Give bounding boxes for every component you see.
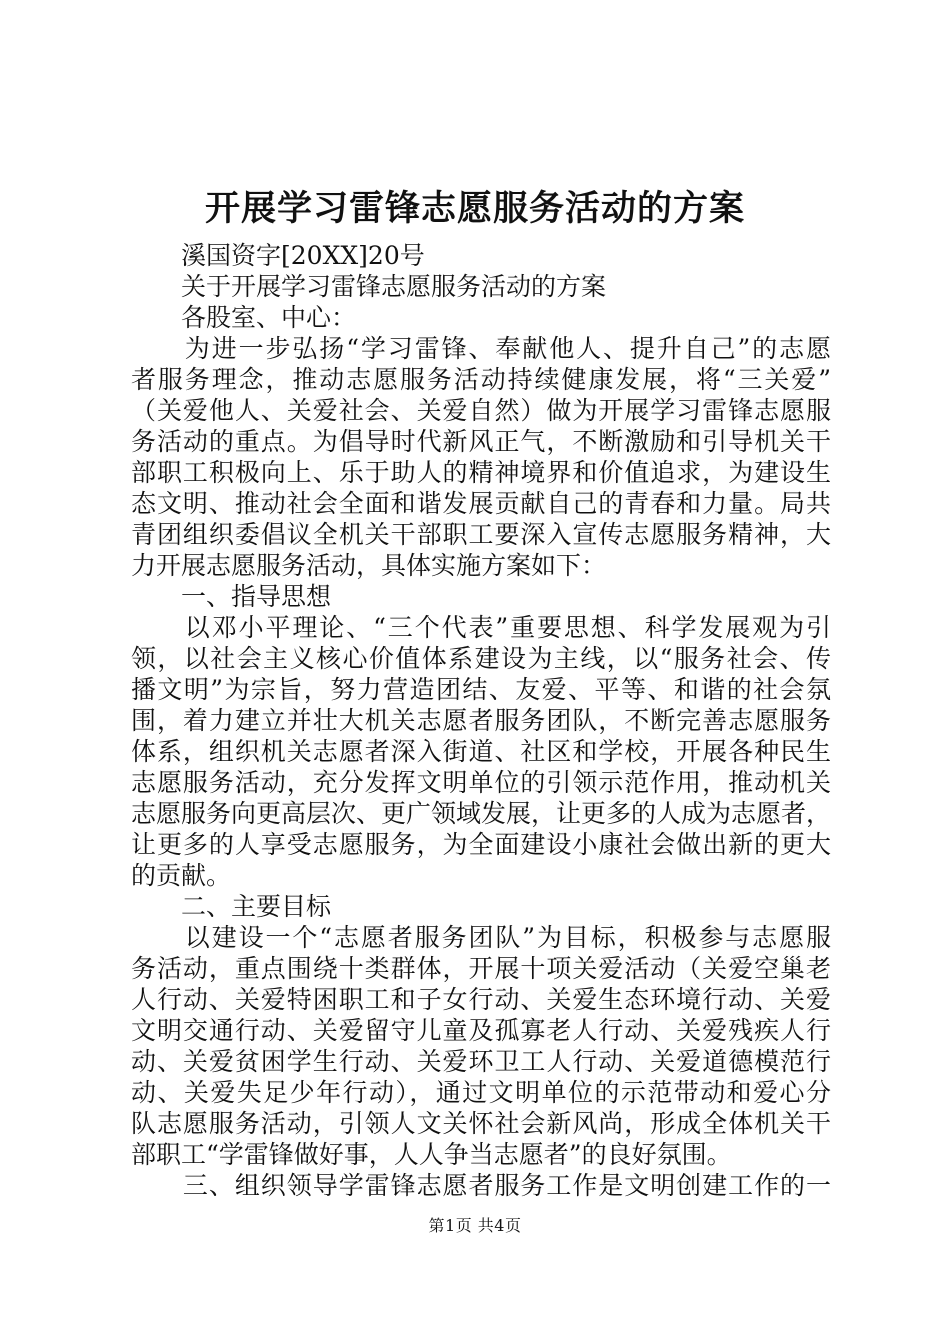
body-line: 三、组织领导学雷锋志愿者服务工作是文明创建工作的一 <box>131 1171 831 1200</box>
body-line: 动、关爱失足少年行动），通过文明单位的示范带动和爱心分 <box>131 1078 831 1107</box>
body-line: 人行动、关爱特困职工和子女行动、关爱生态环境行动、关爱 <box>131 985 831 1014</box>
page-footer: 第1页 共4页 <box>428 1216 522 1235</box>
body-line: 文明交通行动、关爱留守儿童及孤寡老人行动、关爱残疾人行 <box>131 1016 831 1045</box>
body-line: 者服务理念，推动志愿服务活动持续健康发展，将“三关爱” <box>131 365 831 394</box>
body-line: 部职工“学雷锋做好事，人人争当志愿者”的良好氛围。 <box>131 1140 732 1169</box>
body-line: 一、指导思想 <box>131 582 332 611</box>
body-line: 播文明”为宗旨，努力营造团结、友爱、平等、和谐的社会氛 <box>131 675 831 704</box>
body-line: 力开展志愿服务活动，具体实施方案如下： <box>131 551 607 580</box>
body-line: 为进一步弘扬“学习雷锋、奉献他人、提升自己”的志愿 <box>131 334 831 363</box>
body-line: 务活动，重点围绕十类群体，开展十项关爱活动（关爱空巢老 <box>131 954 831 983</box>
body-line: 的贡献。 <box>131 861 232 890</box>
body-line: 务活动的重点。为倡导时代新风正气，不断激励和引导机关干 <box>131 427 831 456</box>
document-body <box>131 240 831 1201</box>
body-line: 志愿服务向更高层次、更广领域发展，让更多的人成为志愿者， <box>131 799 831 828</box>
body-line: （关爱他人、关爱社会、关爱自然）做为开展学习雷锋志愿服 <box>131 396 831 425</box>
body-line: 关于开展学习雷锋志愿服务活动的方案 <box>131 272 607 301</box>
body-line: 让更多的人享受志愿服务，为全面建设小康社会做出新的更大 <box>131 830 831 859</box>
body-line: 动、关爱贫困学生行动、关爱环卫工人行动、关爱道德模范行 <box>131 1047 831 1076</box>
body-line: 青团组织委倡议全机关干部职工要深入宣传志愿服务精神，大 <box>131 520 831 549</box>
body-line: 体系，组织机关志愿者深入街道、社区和学校，开展各种民生 <box>131 737 831 766</box>
body-line: 部职工积极向上、乐于助人的精神境界和价值追求，为建设生 <box>131 458 831 487</box>
body-line: 志愿服务活动，充分发挥文明单位的引领示范作用，推动机关 <box>131 768 831 797</box>
body-line: 以建设一个“志愿者服务团队”为目标，积极参与志愿服 <box>131 923 831 952</box>
body-line: 队志愿服务活动，引领人文关怀社会新风尚，形成全体机关干 <box>131 1109 831 1138</box>
body-line: 领，以社会主义核心价值体系建设为主线，以“服务社会、传 <box>131 644 831 673</box>
document-title: 开展学习雷锋志愿服务活动的方案 <box>204 188 745 229</box>
body-line: 二、主要目标 <box>131 892 332 921</box>
body-line: 以邓小平理论、“三个代表”重要思想、科学发展观为引 <box>131 613 831 642</box>
body-line: 溪国资字[20XX]20号 <box>131 241 425 270</box>
body-line: 各股室、中心： <box>131 303 357 332</box>
body-line: 围，着力建立并壮大机关志愿者服务团队，不断完善志愿服务 <box>131 706 831 735</box>
body-line: 态文明、推动社会全面和谐发展贡献自己的青春和力量。局共 <box>131 489 831 518</box>
